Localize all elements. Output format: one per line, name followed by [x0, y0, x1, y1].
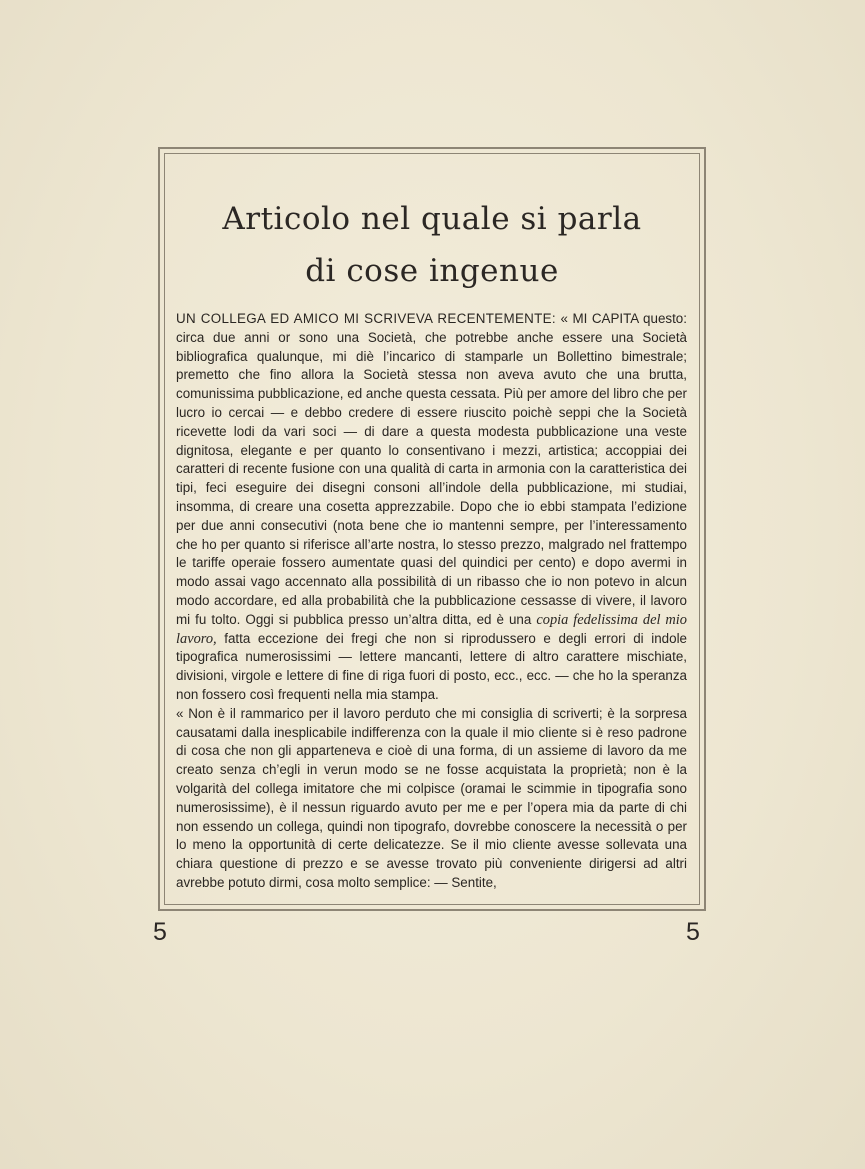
title-line-1: Articolo nel quale si parla [222, 201, 642, 237]
title-line-2: di cose ingenue [305, 253, 559, 289]
paragraph-1-italic: copia fedelissima del mio lavoro, [176, 611, 687, 647]
page-number-right: 5 [686, 918, 700, 946]
paragraph-1 [176, 310, 687, 705]
article-body [176, 310, 687, 893]
paragraph-2: « Non è il rammarico per il lavoro perduto che mi consiglia di scriverti; è la sorpresa causatami dalla inesplicabile indifferenza con la quale il mio cliente si è reso padrone di cosa che non gli apparteneva e cioè di una forma, di un assieme di lavoro da me creato senza ch’egli in verun modo se ne fosse acquistata la proprietà; non è la volgarità del collega imitatore che mi colpisce (oramai le scimmie in tipografia sono numerosissime), è il nessun riguardo avuto per me e per l’opera mia da parte di chi non essendo un collega, quindi non tipografo, dovrebbe conoscere la necessità o per lo meno la opportunità di certe delicatezze. Se il mio cliente avesse sollevata una chiara questione di prezzo e se avesse trovato più conveniente dirigersi ad altri avrebbe potuto dirmi, cosa molto semplice: — Sentite, [176, 705, 687, 890]
page-number-left: 5 [153, 918, 167, 946]
paragraph-1-text-a: « MI CAPITA questo: circa due anni or sono una Società, che potrebbe anche essere una Società bibliografica qualunque, mi diè l’incarico di stamparle un Bollettino bimestrale; premetto che fino allora la Società stessa non aveva avuto che una brutta, comunissima pubblicazione, ed anche questa cessata. Più per amore del libro che per lucro io cercai — e debbo credere di essere riuscito poichè seppi che la Società ricevette lodi da vari soci — di dare a questa modesta pubblicazione una veste dignitosa, elegante e per quanto lo consentivano i mezzi, artistica; accoppiai dei caratteri di recente fusione con una qualità di carta in armonia con la caratteristica dei tipi, feci eseguire dei disegni consoni all’indole della pubblicazione, mi studiai, insomma, di creare una cosetta apprezzabile. Dopo che io ebbi stampata l’edizione per due anni consecutivi (nota bene che io mantenni sempre, per l’interessamento che ho per quanto si riferisce all’arte nostra, lo stesso prezzo, malgrado nel frattempo le tariffe operaie fossero aumentate quasi del quindici per cento) e dopo avermi in modo assai vago accennato alla possibilità di un ribasso che io non potevo in alcun modo accordare, ed alla probabilità che la pubblicazione cessasse di vivere, il lavoro mi fu tolto. Oggi si pubblica presso un’altra ditta, ed è una [176, 311, 687, 627]
lead-caps: UN COLLEGA ED AMICO MI SCRIVEVA RECENTEMENTE: [176, 311, 556, 326]
paragraph-1-text-b: fatta eccezione dei fregi che non si riprodussero e degli errori di indole tipografica numerosissimi — lettere mancanti, lettere di altro carattere mischiate, divisioni, virgole e lettere di fine di riga fuori di posto, ecc., ecc. — che ho la speranza non fossero così frequenti nella mia stampa. [176, 630, 687, 702]
article-title [164, 193, 700, 297]
